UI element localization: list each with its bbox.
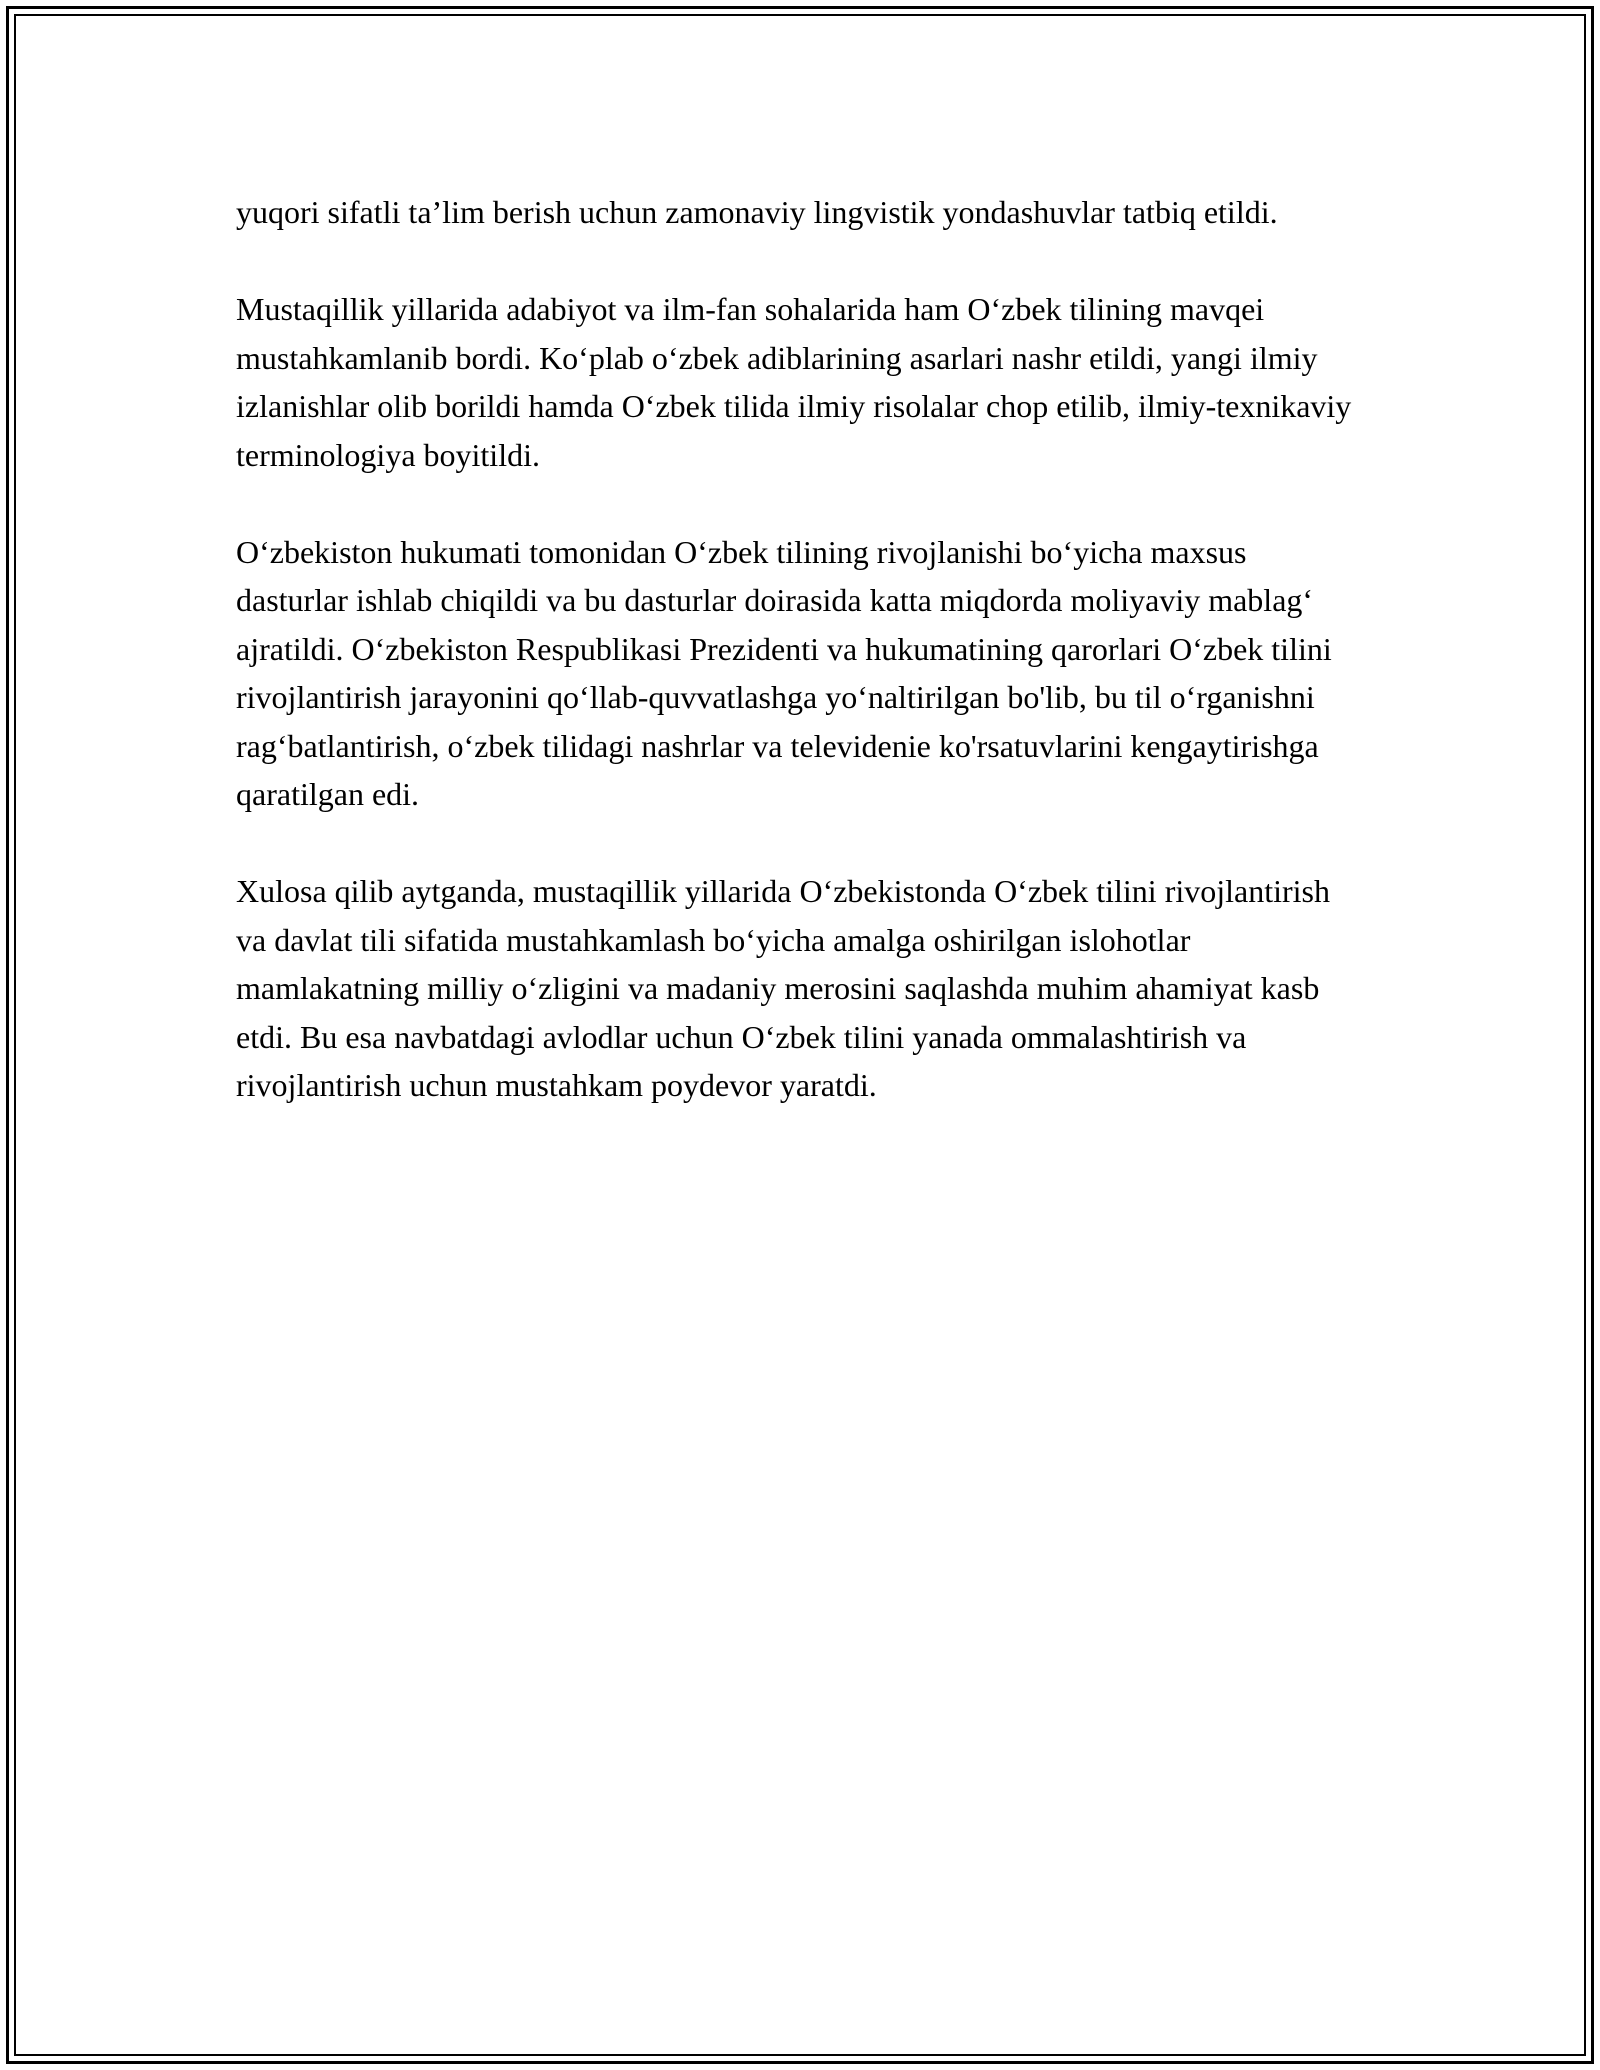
paragraph-3: O‘zbekiston hukumati tomonidan O‘zbek tilining rivojlanishi bo‘yicha maxsus dasturlar ishlab chiqildi va bu dasturlar doirasida katta miqdorda moliyaviy mablag‘ ajratildi. O‘zbekiston Respublikasi Prezidenti va hukumatining qarorlari O‘zbek tilini rivojlantirish jarayonini qo‘llab-quvvatlashga yo‘naltirilgan bo'lib, bu til o‘rganishni rag‘batlantirish, o‘zbek tilidagi nashrlar va televidenie ko'rsatuvlarini kengaytirishga qaratilgan edi. <box>236 533 1332 812</box>
paragraph-1: yuqori sifatli ta’lim berish uchun zamonaviy lingvistik yondashuvlar tatbiq etildi. <box>236 194 1278 230</box>
paragraph-4: Xulosa qilib aytganda, mustaqillik yillarida O‘zbekistonda O‘zbek tilini rivojlantirish va davlat tili sifatida mustahkamlash bo‘yicha amalga oshirilgan islohotlar mamlakatning milliy o‘zligini va madaniy merosini saqlashda muhim ahamiyat kasb etdi. Bu esa navbatdagi avlodlar uchun O‘zbek tilini yanada ommalashtirish va rivojlantirish uchun mustahkam poydevor yaratdi. <box>236 873 1330 1103</box>
document-body <box>236 188 1366 1158</box>
paragraph-2: Mustaqillik yillarida adabiyot va ilm-fan sohalarida ham O‘zbek tilining mavqei mustahkamlanib bordi. Ko‘plab o‘zbek adiblarining asarlari nashr etildi, yangi ilmiy izlanishlar olib borildi hamda O‘zbek tilida ilmiy risolalar chop etilib, ilmiy-texnikaviy terminologiya boyitildi. <box>236 291 1352 473</box>
